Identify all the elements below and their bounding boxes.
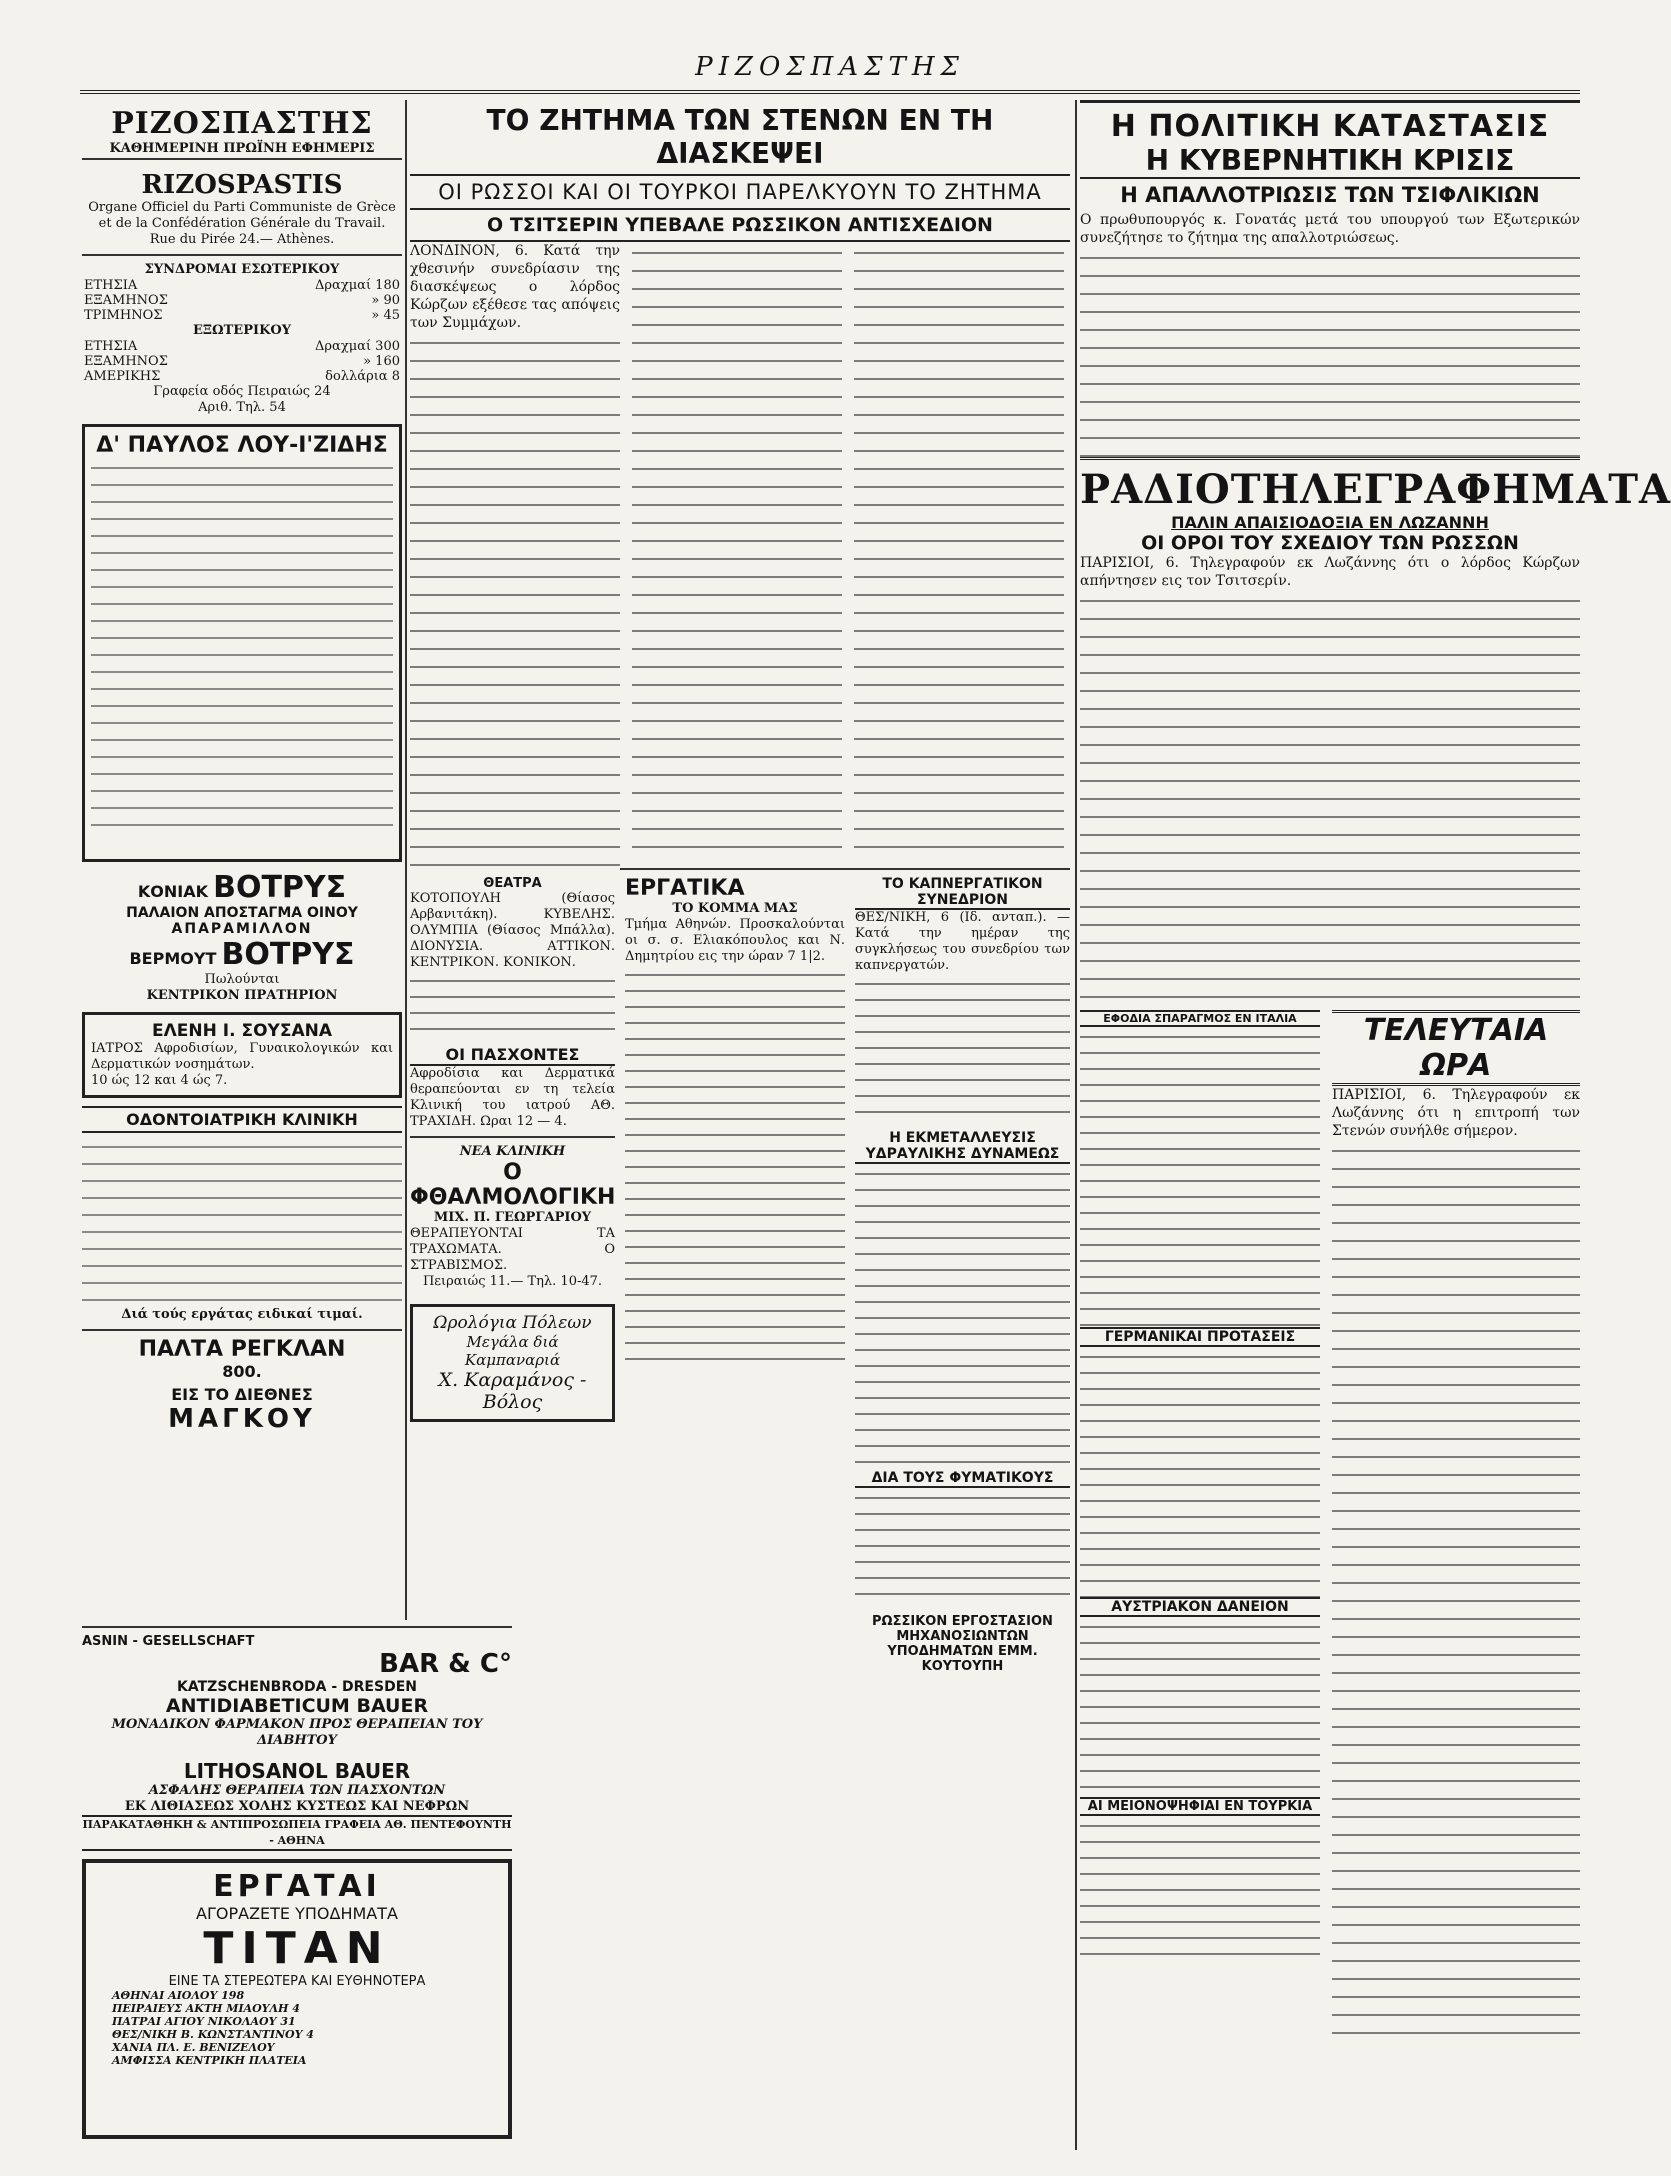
lithiasis: ΕΚ ΛΙΘΙΑΣΕΩΣ ΧΟΛΗΣ ΚΥΣΤΕΩΣ ΚΑΙ ΝΕΦΡΩΝ bbox=[124, 1799, 470, 1814]
doctors-text: Αφροδίσια και Δερματικά θεραπεύονται εν τη τελεία Κλινική του ιατρού ΑΘ. ΤΡΑΧΙΔΗ. Ωραι 12 — 4. bbox=[410, 1066, 615, 1129]
center-article-columns bbox=[410, 242, 1070, 862]
lower-subcolumn-2 bbox=[625, 876, 845, 2176]
russian-workshop: ΡΩΣΣΙΚΟΝ ΕΡΓΟΣΤΑΣΙΟΝ ΜΗΧΑΝΟΣΙΩΝΤΩΝ ΥΠΟΔΗΜΑΤΩΝ ΕΜΜ. ΚΟΥΤΟΥΠΗ bbox=[872, 1614, 1053, 1674]
list-item: ΑΜΦΙΣΣΑ ΚΕΝΤΡΙΚΗ ΠΛΑΤΕΙΑ bbox=[112, 2054, 307, 2067]
konyak-label: ΚΟΝΙΑΚ bbox=[137, 882, 208, 901]
crisis-headline: Η ΚΥΒΕΡΝΗΤΙΚΗ ΚΡΙΣΙΣ bbox=[1145, 144, 1515, 177]
doctors-head: ΟΙ ΠΑΣΧΟΝΤΕΣ bbox=[410, 1045, 615, 1066]
table-row: ΕΤΗΣΙΑ Δραχμαί 180 bbox=[84, 278, 400, 293]
masthead-subtitle: ΚΑΘΗΜΕΡΙΝΗ ΠΡΩΪΝΗ ΕΦΗΜΕΡΙΣ bbox=[82, 141, 402, 160]
subs-foreign-head: ΕΞΩΤΕΡΙΚΟΥ bbox=[193, 323, 291, 338]
exploit-head: Η ΕΚΜΕΤΑΛΛΕΥΣΙΣ ΥΔΡΑΥΛΙΚΗΣ ΔΥΝΑΜΕΩΣ bbox=[855, 1130, 1070, 1164]
text-lines bbox=[1332, 1140, 1580, 2040]
eleni-advert bbox=[82, 1012, 402, 1098]
to-leading: ΕΙΣ ΤΟ ΔΙΕΘΝΕΣ bbox=[171, 1385, 313, 1404]
lead-last: ΠΑΡΙΣΙΟΙ, 6. Τηλεγραφούν εκ Λωζάννης ότι η επιτροπή των Στενών συνήλθε σήμερον. bbox=[1332, 1087, 1580, 1139]
eleni-name: ΕΛΕΝΗ Ι. ΣΟΥΣΑΝΑ bbox=[152, 1021, 332, 1041]
eye-doctor: ΜΙΧ. Π. ΓΕΩΡΓΑΡΙΟΥ bbox=[433, 1210, 592, 1225]
right-lower-columns bbox=[1080, 1010, 1580, 2090]
top-rule bbox=[80, 90, 1580, 94]
expropriation-headline: Η ΑΠΑΛΛΟΤΡΙΩΣΙΣ ΤΩΝ ΤΣΙΦΛΙΚΙΩΝ bbox=[1080, 177, 1580, 207]
german-head: ΓΕΡΜΑΝΙΚΑΙ ΠΡΟΤΑΣΕΙΣ bbox=[1080, 1327, 1320, 1347]
article-subcolumn bbox=[410, 242, 620, 862]
right-column bbox=[1080, 100, 1671, 2150]
masthead-latin-title: RIZOSPASTIS bbox=[141, 170, 343, 200]
botrys-advert bbox=[82, 870, 402, 1004]
clocks-line-1: Ωρολόγια Πόλεων bbox=[433, 1313, 592, 1333]
radio-headline: ΡΑΔΙΟΤΗΛΕΓΡΑΦΗΜΑΤΑ bbox=[1080, 457, 1580, 513]
unrivaled-label: ΑΠΑΡΑΜΙΛΛΟΝ bbox=[171, 921, 313, 937]
botrys-brand-2: ΒΟΤΡΥΣ bbox=[221, 937, 355, 972]
workers-title: ΕΡΓΑΤΑΙ bbox=[213, 1869, 381, 1904]
list-item: ΘΕΣ/ΝΙΚΗ Β. ΚΩΝΣΤΑΝΤΙΝΟΥ 4 bbox=[112, 2028, 314, 2041]
politics-headline: Η ΠΟΛΙΤΙΚΗ ΚΑΤΑΣΤΑΣΙΣ bbox=[1080, 100, 1580, 144]
list-item: ΑΘΗΝΑΙ ΑΙΟΛΟΥ 198 bbox=[112, 1989, 245, 2002]
subs-domestic-head: ΣΥΝΔΡΟΜΑΙ ΕΣΩΤΕΡΙΚΟΥ bbox=[144, 262, 340, 277]
bar-co-brand: BAR & C° bbox=[379, 1649, 512, 1679]
masthead-organ-line: Organe Officiel du Parti Communiste de Grèce et de la Confédération Générale du Travail. bbox=[88, 200, 396, 231]
tobacco-head: ΤΟ ΚΑΠΝΕΡΓΑΤΙΚΟΝ ΣΥΝΕΔΡΙΟΝ bbox=[855, 876, 1070, 910]
table-row: ΕΞΑΜΗΝΟΣ » 90 bbox=[84, 293, 400, 308]
office-line: Γραφεία οδός Πειραιώς 24 bbox=[153, 384, 331, 399]
antidiabeticum-brand: ANTIDIABETICUM BAUER bbox=[165, 1695, 429, 1717]
theatres-head: ΘΕΑΤΡΑ bbox=[483, 876, 542, 891]
clocks-line-3: Χ. Καραμάνος - Βόλος bbox=[438, 1369, 587, 1413]
lower-subcolumn-3 bbox=[855, 876, 1070, 2176]
text-lines bbox=[91, 458, 393, 828]
article-subcolumn bbox=[632, 242, 842, 862]
lead-london: ΛΟΝΔΙΝΟΝ, 6. Κατά την χθεσινήν συνεδρίασιν της διασκέψεως ο λόρδος Κώρζων εξέθεσε τας απόψεις των Συμμάχων. bbox=[410, 243, 620, 331]
sold-everywhere: Πωλούνται bbox=[204, 972, 280, 987]
text-lines bbox=[1080, 1347, 1320, 1597]
eye-clinic-small: ΝΕΑ ΚΛΙΝΙΚΗ bbox=[459, 1144, 566, 1159]
dental-clinic-head: ΟΔΟΝΤΟΙΑΤΡΙΚΗ ΚΛΙΝΙΚΗ bbox=[82, 1106, 402, 1133]
labor-subhead: ΤΟ ΚΟΜΜΑ ΜΑΣ bbox=[672, 901, 798, 916]
italy-head: ΕΦΟΔΙΑ ΣΠΑΡΑΓΜΟΣ ΕΝ ΙΤΑΛΙΑ bbox=[1080, 1010, 1320, 1027]
tobacco-text: ΘΕΣ/ΝΙΚΗ, 6 (Ιδ. ανταπ.). — Κατά την ημέραν της συγκλήσεως του συνεδρίου των καπνεργατών. bbox=[855, 910, 1070, 973]
last-hour-head: ΤΕΛΕΥΤΑΙΑ ΩΡΑ bbox=[1332, 1010, 1580, 1086]
asnin-line: ASNIN - GESELLSCHAFT bbox=[82, 1634, 255, 1649]
labor-text: Τμήμα Αθηνών. Προσκαλούνται οι σ. σ. Ελιακόπουλος και Ν. Δημητρίου εις την ώραν 7 1|2. bbox=[625, 917, 845, 964]
diabetes-line: ΜΟΝΑΔΙΚΟΝ ΦΑΡΜΑΚΟΝ ΠΡΟΣ ΘΕΡΑΠΕΙΑΝ ΤΟΥ ΔΙΑΒΗΤΟΥ bbox=[111, 1717, 483, 1748]
text-lines bbox=[1080, 1027, 1320, 1327]
doctor-advert bbox=[82, 424, 402, 862]
clocks-line-2: Μεγάλα διά Καμπαναριά bbox=[464, 1333, 561, 1369]
masthead-title: ΡΙΖΟΣΠΑΣΤΗΣ bbox=[111, 106, 373, 141]
text-lines bbox=[1080, 1617, 1320, 1797]
radio-sub-2: ΟΙ ΟΡΟΙ ΤΟΥ ΣΧΕΔΙΟΥ ΤΩΝ ΡΩΣΣΩΝ bbox=[1141, 532, 1519, 554]
list-item: ΠΕΙΡΑΙΕΥΣ ΑΚΤΗ ΜΙΑΟΥΛΗ 4 bbox=[112, 2002, 300, 2015]
eleni-hours: 10 ώς 12 και 4 ώς 7. bbox=[91, 1073, 228, 1088]
table-row: ΕΞΑΜΗΝΟΣ » 160 bbox=[84, 354, 400, 369]
workers-price: Διά τούς εργάτας ειδικαί τιμαί. bbox=[121, 1307, 363, 1322]
old-wine-label: ΠΑΛΑΙΟΝ ΑΠΟΣΤΑΓΜΑ ΟΙΝΟΥ bbox=[126, 905, 358, 921]
safe-cure: ΑΣΦΑΛΗΣ ΘΕΡΑΠΕΙΑ ΤΩΝ ΠΑΣΧΟΝΤΩΝ bbox=[148, 1783, 446, 1798]
palta-price: 800. bbox=[222, 1362, 262, 1381]
consumptives-head: ΔΙΑ ΤΟΥΣ ΦΥΜΑΤΙΚΟΥΣ bbox=[855, 1470, 1070, 1488]
phone-line: Αριθ. Τηλ. 54 bbox=[198, 400, 286, 415]
titan-sub: ΕΙΝΕ ΤΑ ΣΤΕΡΕΩΤΕΡΑ ΚΑΙ ΕΥΘΗΝΟΤΕΡΑ bbox=[168, 1974, 426, 1989]
column-divider bbox=[1075, 100, 1077, 2150]
text-lines bbox=[855, 974, 1070, 1124]
text-lines bbox=[855, 1164, 1070, 1464]
radio-sub-1: ΠΑΛΙΝ ΑΠΑΙΣΙΟΔΟΞΙΑ ΕΝ ΛΩΖΑΝΝΗ bbox=[1171, 513, 1489, 532]
center-deck-2: Ο ΤΣΙΤΣΕΡΙΝ ΥΠΕΒΑΛΕ ΡΩΣΣΙΚΟΝ ΑΝΤΙΣΧΕΔΙΟΝ bbox=[410, 210, 1070, 242]
lithosanol-brand: LITHOSANOL BAUER bbox=[183, 1759, 411, 1783]
masthead-address: Rue du Pirée 24.— Athènes. bbox=[149, 232, 335, 247]
table-row: ΑΜΕΡΙΚΗΣ δολλάρια 8 bbox=[84, 369, 400, 384]
lead-paris: ΠΑΡΙΣΙΟΙ, 6. Τηλεγραφούν εκ Λωζάννης ότι ο λόρδος Κώρζων απήντησεν εις τον Τσιτσερίν. bbox=[1080, 555, 1580, 589]
divider bbox=[82, 1626, 512, 1628]
center-deck-1: ΟΙ ΡΩΣΣΟΙ ΚΑΙ ΟΙ ΤΟΥΡΚΟΙ ΠΑΡΕΛΚΥΟΥΝ ΤΟ ΖΗΤΗΜΑ bbox=[410, 176, 1070, 210]
eye-text: ΘΕΡΑΠΕΥΟΝΤΑΙ ΤΑ ΤΡΑΧΩΜΑΤΑ. Ο ΣΤΡΑΒΙΣΜΟΣ. bbox=[410, 1226, 615, 1273]
text-lines bbox=[410, 332, 620, 872]
eye-clinic-title: Ο ΦΘΑΛΜΟΛΟΓΙΚΗ bbox=[410, 1160, 616, 1210]
right-subcolumn-1 bbox=[1080, 1010, 1320, 2090]
store-name: ΜΑΓΚΟΥ bbox=[168, 1404, 316, 1434]
table-row: ΕΤΗΣΙΑ Δραχμαί 300 bbox=[84, 339, 400, 354]
bottom-ads-block bbox=[82, 1620, 512, 2150]
katz-line: KATZSCHENBRODA - DRESDEN bbox=[177, 1679, 417, 1695]
list-item: ΧΑΝΙΑ ΠΛ. Ε. ΒΕΝΙΖΕΛΟΥ bbox=[112, 2041, 275, 2054]
divider bbox=[82, 1329, 402, 1331]
titan-brand: ΤΙΤΑΝ bbox=[203, 1923, 391, 1974]
vermouth-label: ΒΕΡΜΟΥΤ bbox=[129, 949, 217, 968]
article-subcolumn bbox=[854, 242, 1064, 862]
text-lines bbox=[1080, 1816, 1320, 1966]
table-row: ΤΡΙΜΗΝΟΣ » 45 bbox=[84, 308, 400, 323]
divider bbox=[82, 254, 402, 256]
center-headline: ΤΟ ΖΗΤΗΜΑ ΤΩΝ ΣΤΕΝΩΝ ΕΝ ΤΗ ΔΙΑΣΚΕΨΕΙ bbox=[410, 100, 1070, 176]
text-lines bbox=[1080, 247, 1580, 457]
doctor-name: Δ' ΠΑΥΛΟΣ ΛΟΥ-Ι'ΖΙΔΗΣ bbox=[96, 433, 388, 458]
labor-head: ΕΡΓΑΤΙΚΑ bbox=[625, 876, 745, 901]
right-subcolumn-2 bbox=[1332, 1010, 1580, 2090]
text-lines bbox=[410, 971, 615, 1041]
doctor-advert-body bbox=[91, 458, 393, 828]
theatres-text: ΚΟΤΟΠΟΥΛΗ (Θίασος Αρβανιτάκη). ΚΥΒΕΛΗΣ. ΟΛΥΜΠΙΑ (Θίασος Μπάλλα). ΔΙΟΝΥΣΙΑ. ΑΤΤΙΚΟΝ. ΚΕΝΤΡΙΚΟΝ. ΚΟΝΙΚΟΝ. bbox=[410, 891, 615, 970]
text-lines bbox=[1080, 590, 1580, 1010]
clocks-advert bbox=[410, 1304, 615, 1422]
palta-title: ΠΑΛΤΑ ΡΕΓΚΛΑΝ bbox=[138, 1337, 346, 1362]
central-shop: ΚΕΝΤΡΙΚΟΝ ΠΡΑΤΗΡΙΟΝ bbox=[146, 988, 338, 1003]
eye-phone: Πειραιώς 11.— Τηλ. 10-47. bbox=[422, 1274, 603, 1289]
divider bbox=[410, 1136, 615, 1138]
text-lines bbox=[855, 1488, 1070, 1608]
minority-head: ΑΙ ΜΕΙΟΝΟΨΗΦΙΑΙ ΕΝ ΤΟΥΡΚΙΑ bbox=[1080, 1797, 1320, 1816]
dental-clinic-text bbox=[82, 1137, 402, 1307]
text-lines bbox=[625, 965, 845, 1365]
eleni-desc: ΙΑΤΡΟΣ Αφροδισίων, Γυναικολογικών και Δερματικών νοσημάτων. bbox=[91, 1041, 393, 1072]
newspaper-running-header: ΡΙΖΟΣΠΑΣΤΗΣ bbox=[695, 52, 965, 82]
subs-domestic-table bbox=[82, 278, 402, 323]
austria-head: ΑΥΣΤΡΙΑΚΟΝ ΔΑΝΕΙΟΝ bbox=[1080, 1597, 1320, 1617]
subs-foreign-table bbox=[82, 339, 402, 384]
list-item: ΠΑΤΡΑΙ ΑΓΙΟΥ ΝΙΚΟΛΑΟΥ 31 bbox=[112, 2015, 296, 2028]
agency-line: ΠΑΡΑΚΑΤΑΘΗΚΗ & ΑΝΤΙΠΡΟΣΩΠΕΙΑ ΓΡΑΦΕΙΑ ΑΘ. ΠΕΝΤΕΦΟΥΝΤΗ - ΑΘΗΝΑ bbox=[82, 1815, 512, 1851]
titan-addresses bbox=[92, 1989, 502, 2067]
titan-advert bbox=[82, 1859, 512, 2139]
lead-athens: Ο πρωθυπουργός κ. Γονατάς μετά του υπουργού των Εξωτερικών συνεζήτησε το ζήτημα της απαλλοτριώσεως. bbox=[1080, 212, 1580, 246]
buy-shoes: ΑΓΟΡΑΖΕΤΕ ΥΠΟΔΗΜΑΤΑ bbox=[196, 1904, 398, 1923]
botrys-brand: ΒΟΤΡΥΣ bbox=[213, 870, 347, 905]
